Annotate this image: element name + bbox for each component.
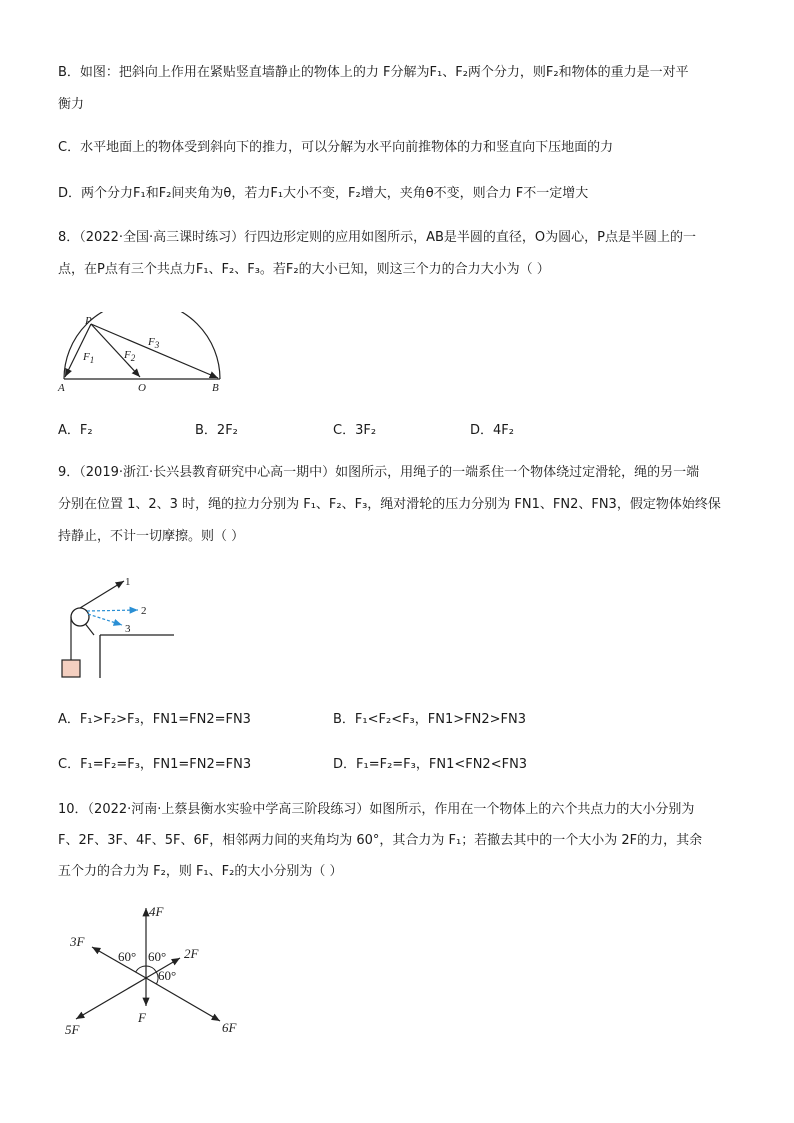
q7-option-b-line1: B．如图：把斜向上作用在紧贴竖直墙静止的物体上的力 F分解为F₁、F₂两个分力，则F₂和物体的重力是一对平 [58, 65, 689, 80]
q8-semicircle-figure [54, 312, 234, 392]
label-f: F [138, 1010, 146, 1025]
label-6f: 6F [222, 1020, 237, 1035]
q7-option-c: C．水平地面上的物体受到斜向下的推力，可以分解为水平向前推物体的力和竖直向下压地面的力 [58, 140, 614, 155]
label-4f: 4F [149, 904, 164, 919]
q9-option-a: A．F₁>F₂>F₃，FN1=FN2=FN3 [58, 712, 251, 727]
q8-option-b: B．2F₂ [195, 423, 238, 438]
label-position-2: 2 [141, 605, 147, 617]
label-p: P [85, 315, 92, 327]
label-2f: 2F [184, 946, 199, 961]
q9-option-d: D．F₁=F₂=F₃，FN1<FN2<FN3 [333, 757, 528, 772]
q8-option-d: D．4F₂ [470, 423, 514, 438]
q8-stem-line1: 8．（2022·全国·高三课时练习）行四边形定则的应用如图所示，AB是半圆的直径，O为圆心，P点是半圆上的一 [58, 230, 697, 245]
q8-stem-line2: 点，在P点有三个共点力F₁、F₂、F₃。若F₂的大小已知，则这三个力的合力大小为（ ） [58, 262, 550, 277]
label-position-3: 3 [125, 623, 131, 635]
q9-option-b: B．F₁<F₂<F₃，FN1>FN2>FN3 [333, 712, 526, 727]
q7-option-b-line2: 衡力 [58, 97, 85, 112]
label-o: O [138, 382, 146, 392]
label-angle-right: 60° [148, 949, 167, 964]
label-angle-left: 60° [118, 949, 137, 964]
label-a: A [58, 382, 65, 392]
q10-six-forces-figure [60, 900, 260, 1040]
label-5f: 5F [65, 1022, 80, 1037]
q7-option-d: D．两个分力F₁和F₂间夹角为θ，若力F₁大小不变，F₂增大，夹角θ不变，则合力 F不一定增大 [58, 186, 589, 201]
label-3f: 3F [70, 934, 85, 949]
q8-option-c: C．3F₂ [333, 423, 377, 438]
label-b: B [212, 382, 219, 392]
q8-option-a: A．F₂ [58, 423, 93, 438]
label-f3: $F_3$ [148, 336, 160, 350]
q10-stem-line1: 10．（2022·河南·上蔡县衡水实验中学高三阶段练习）如图所示，作用在一个物体上的六个共点力的大小分别为 [58, 802, 695, 817]
label-angle-lower: 60° [158, 968, 177, 983]
q9-option-c: C．F₁=F₂=F₃，FN1=FN2=FN3 [58, 757, 252, 772]
label-f2: $F_2$ [124, 349, 136, 363]
q10-stem-line3: 五个力的合力为 F₂，则 F₁、F₂的大小分别为（ ） [58, 864, 343, 879]
label-f1: $F_1$ [83, 351, 95, 365]
q9-stem-line3: 持静止，不计一切摩擦。则（ ） [58, 529, 245, 544]
q9-stem-line1: 9．（2019·浙江·长兴县教育研究中心高一期中）如图所示，用绳子的一端系住一个物体绕过定滑轮，绳的另一端 [58, 465, 700, 480]
q9-stem-line2: 分别在位置 1、2、3 时，绳的拉力分别为 F₁、F₂、F₃，绳对滑轮的压力分别为 FN1、FN2、FN3，假定物体始终保 [58, 497, 721, 512]
q9-pulley-figure [54, 570, 184, 682]
label-position-1: 1 [125, 576, 131, 588]
q10-stem-line2: F、2F、3F、4F、5F、6F，相邻两力间的夹角均为 60°，其合力为 F₁；若撤去其中的一个大小为 2F的力，其余 [58, 833, 703, 848]
